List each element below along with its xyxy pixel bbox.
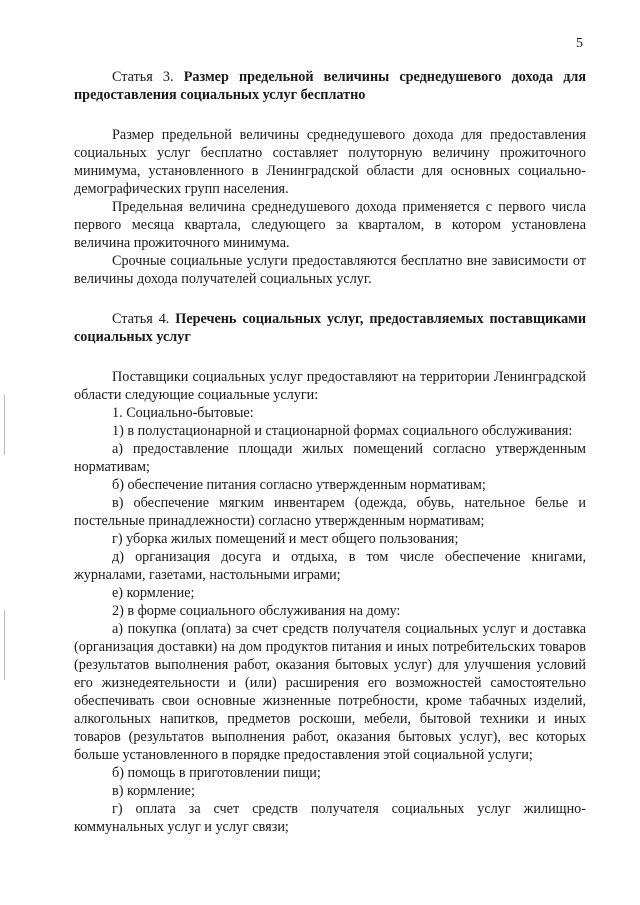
page-number: 5 bbox=[576, 36, 583, 51]
list-item: б) помощь в приготовлении пищи; bbox=[112, 765, 321, 781]
article-3-prefix: Статья 3. bbox=[112, 69, 174, 85]
list-item: г) оплата за счет средств получателя социальных услуг жилищно-коммунальных услуг и услуг связи; bbox=[74, 801, 586, 835]
list-item: в) обеспечение мягким инвентарем (одежда, обувь, нательное белье и постельные принадлежности) согласно утвержденным нормативам; bbox=[74, 495, 586, 529]
article-3-title: Размер предельной величины среднедушевого дохода для предоставления социальных услуг бесплатно bbox=[74, 69, 587, 103]
article-4-title: Перечень социальных услуг, предоставляемых поставщиками социальных услуг bbox=[74, 311, 587, 345]
list-item: г) уборка жилых помещений и мест общего пользования; bbox=[112, 531, 459, 547]
scan-edge-mark bbox=[4, 395, 5, 455]
list-item: 1) в полустационарной и стационарной формах социального обслуживания: bbox=[112, 423, 573, 439]
list-item: б) обеспечение питания согласно утвержденным нормативам; bbox=[112, 477, 486, 493]
list-item: в) кормление; bbox=[112, 783, 195, 799]
list-item: д) организация досуга и отдыха, в том числе обеспечение книгами, журналами, газетами, настольными играми; bbox=[74, 549, 586, 583]
article-4-prefix: Статья 4. bbox=[112, 311, 170, 327]
article-3-paragraph: Размер предельной величины среднедушевого дохода для предоставления социальных услуг бесплатно составляет полуторную величину прожиточного минимума, установленного в Ленинградской области для основных социально-демографических групп населения. bbox=[74, 127, 586, 197]
list-item: 2) в форме социального обслуживания на дому: bbox=[112, 603, 401, 619]
article-3-paragraph: Срочные социальные услуги предоставляются бесплатно вне зависимости от величины дохода получателей социальных услуг. bbox=[74, 253, 586, 287]
list-item: а) предоставление площади жилых помещений согласно утвержденным нормативам; bbox=[74, 441, 586, 475]
list-item: а) покупка (оплата) за счет средств получателя социальных услуг и доставка (организация доставки) на дом продуктов питания и иных потребительских товаров (результатов выполнения работ, оказания бытовых услуг) для улучшения условий его жизнедеятельности и (или) расширения его возможностей самостоятельно обеспечивать свои основные жизненные потребности, кроме табачных изделий, алкогольных напитков, предметов роскоши, мебели, бытовой техники и иных товаров (результатов выполнения работ, оказания бытовых услуг), вес которых больше установленного в порядке предоставления этой социальной услуги; bbox=[74, 621, 586, 763]
list-item: е) кормление; bbox=[112, 585, 195, 601]
scan-edge-mark bbox=[4, 610, 5, 680]
article-3-paragraph: Предельная величина среднедушевого дохода применяется с первого числа первого месяца квартала, следующего за кварталом, в котором установлена величина прожиточного минимума. bbox=[74, 199, 586, 251]
article-3-heading bbox=[74, 68, 586, 104]
article-4-intro: Поставщики социальных услуг предоставляют на территории Ленинградской области следующие социальные услуги: bbox=[74, 369, 586, 403]
list-item: 1. Социально-бытовые: bbox=[112, 405, 254, 421]
article-4-heading bbox=[74, 310, 586, 346]
document-body bbox=[74, 68, 586, 836]
